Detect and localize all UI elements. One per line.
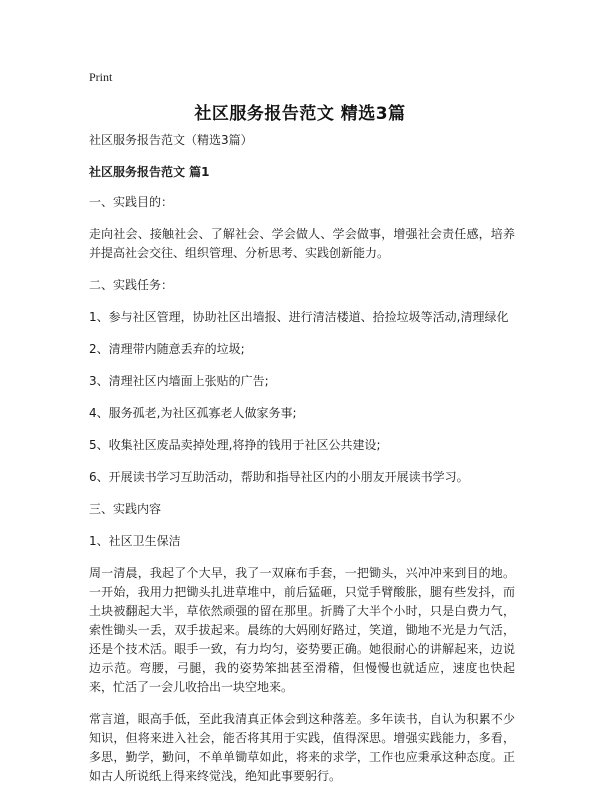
task-item: 2、清理带内随意丢弃的垃圾;	[89, 342, 245, 356]
document-title: 社区服务报告范文 精选3篇	[194, 104, 406, 124]
sub-heading: 1、社区卫生保洁	[89, 534, 181, 548]
purpose-text: 走向社会、接触社会、了解社会、学会做人、学会做事，增强社会责任感，培养并提高社会交往、组织管理、分析思考、实践创新能力。	[89, 227, 515, 260]
task-item: 1、参与社区管理，协助社区出墙报、进行清洁楼道、拾捡垃圾等活动,清理绿化	[89, 310, 509, 324]
task-item: 4、服务孤老,为社区孤寡老人做家务事;	[89, 406, 297, 420]
purpose-heading: 一、实践目的：	[89, 195, 174, 209]
task-item: 3、清理社区内墙面上张贴的广告;	[89, 374, 269, 388]
tasks-heading: 二、实践任务：	[89, 278, 174, 292]
task-item: 5、收集社区废品卖掉处理,将挣的钱用于社区公共建设;	[89, 438, 381, 452]
subtitle: 社区服务报告范文（精选3篇）	[89, 133, 253, 147]
section-heading: 社区服务报告范文 篇1	[89, 165, 210, 179]
document-body	[89, 131, 515, 799]
paragraph-1: 周一清晨，我起了个大早，我了一双麻布手套，一把锄头，兴冲冲来到目的地。一开始，我用力把锄头扎进草堆中，前后猛砸，只觉手臂酸胀，腿有些发抖，而土块被翻起大半，草依然顽强的留在那里。折腾了大半个小时，只是白费力气，索性锄头一丢，双手拔起来。晨练的大妈刚好路过，笑道，锄地不光是力气活，还是个技术活。眼手一致，有力均匀，姿势要正确。她很耐心的讲解起来，边说边示范。弯腰，弓腿，我的姿势笨拙甚至滑稽，但慢慢也就适应，速度也快起来，忙活了一会儿收拾出一块空地来。	[89, 566, 515, 694]
task-item: 6、开展读书学习互助活动，帮助和指导社区内的小朋友开展读书学习。	[89, 470, 469, 484]
paragraph-2: 常言道，眼高手低，至此我清真正体会到这种落差。多年读书，自认为积累不少知识，但将来进入社会，能否将其用于实践，值得深思。增强实践能力，多看，多思，勤学，勤问，不单单锄草如此，将来的求学，工作也应秉承这种态度。正如古人所说纸上得来终觉浅，绝知此事要躬行。	[89, 712, 515, 783]
print-label: Print	[89, 70, 113, 84]
content-heading: 三、实践内容	[89, 502, 162, 516]
